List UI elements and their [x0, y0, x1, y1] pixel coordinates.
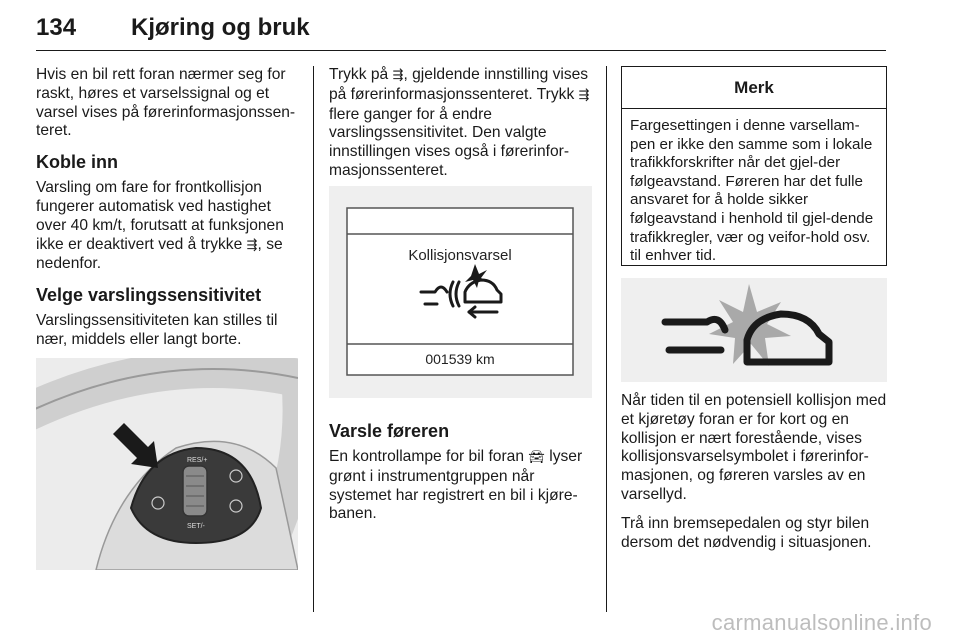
chapter-title: Kjøring og bruk: [131, 14, 310, 41]
vehicle-ahead-icon: 🚘︎: [528, 450, 545, 465]
following-distance-icon: ⇶: [246, 237, 258, 253]
paragraph: Når tiden til en potensiell kollisjon med et kjøretøy foran er for kort og en kollisjon er nært forestående, vises kollisjonsvarselsymbolet i førerinfor-masjonen, og føreren varsles av en varsellyd.: [621, 392, 887, 503]
page-header: [36, 10, 886, 54]
column-divider: [606, 66, 607, 612]
page-number: 134: [36, 14, 77, 41]
collision-symbol-figure: [621, 278, 887, 382]
section-heading-varsle: Varsle føreren: [329, 421, 450, 441]
note-title: Merk: [622, 67, 886, 109]
note-text: Fargesettingen i denne varsellam-pen er ikke den samme som i lokale trafikkforskrifter når det gjel-der følgeavstand. Føreren har det fulle ansvaret for å holde sikker følgeavstand i henhold til gjel-dende trafikkregler, vær og veifor-hold osv. til enhver tid.: [630, 117, 874, 265]
column-middle-lower: [329, 412, 592, 534]
note-box: [621, 66, 887, 266]
section-heading-velge: Velge varslingssensitivitet: [36, 285, 262, 306]
following-distance-icon: ⇶: [392, 68, 404, 83]
section-heading-koble-inn: Koble inn: [36, 152, 118, 173]
column-left: [36, 66, 298, 360]
set-button-label: SET/-: [187, 523, 205, 530]
display-title: Kollisjonsvarsel: [408, 247, 512, 264]
header-rule: [36, 50, 886, 51]
column-middle: [329, 66, 592, 191]
watermark: carmanualsonline.info: [711, 610, 932, 635]
paragraph: Trå inn bremsepedalen og styr bilen dersom det nødvendig i situasjonen.: [621, 514, 872, 551]
steering-wheel-figure: [36, 358, 298, 570]
paragraph: Hvis en bil rett foran nærmer seg for raskt, høres et varselssignal og et varsel vises på førerinformasjonssen-teret.: [36, 66, 296, 140]
driver-info-display-figure: [329, 186, 592, 398]
res-button-label: RES/+: [187, 457, 208, 464]
paragraph: Trykk på ⇶, gjeldende innstilling vises på førerinformasjonssenteret. Trykk ⇶ flere ganger for å endre varslingssensitivitet. Den valgte innstillingen vises også i førerinfor-masjonssenteret.: [329, 66, 590, 179]
paragraph: Varslingssensitiviteten kan stilles til nær, middels eller langt borte.: [36, 312, 278, 348]
paragraph: Varsling om fare for frontkollisjon fungerer automatisk ved hastighet over 40 km/t, forutsatt at funksjonen ikke er deaktivert ved å trykke ⇶, se nedenfor.: [36, 179, 284, 273]
paragraph: En kontrollampe for bil foran 🚘︎ lyser grønt i instrumentgruppen når systemet har registrert en bil i kjøre-banen.: [329, 448, 583, 523]
odometer-reading: 001539 km: [425, 351, 495, 367]
column-right-lower: [621, 392, 887, 562]
following-distance-icon: ⇶: [578, 87, 590, 103]
column-divider: [313, 66, 314, 612]
